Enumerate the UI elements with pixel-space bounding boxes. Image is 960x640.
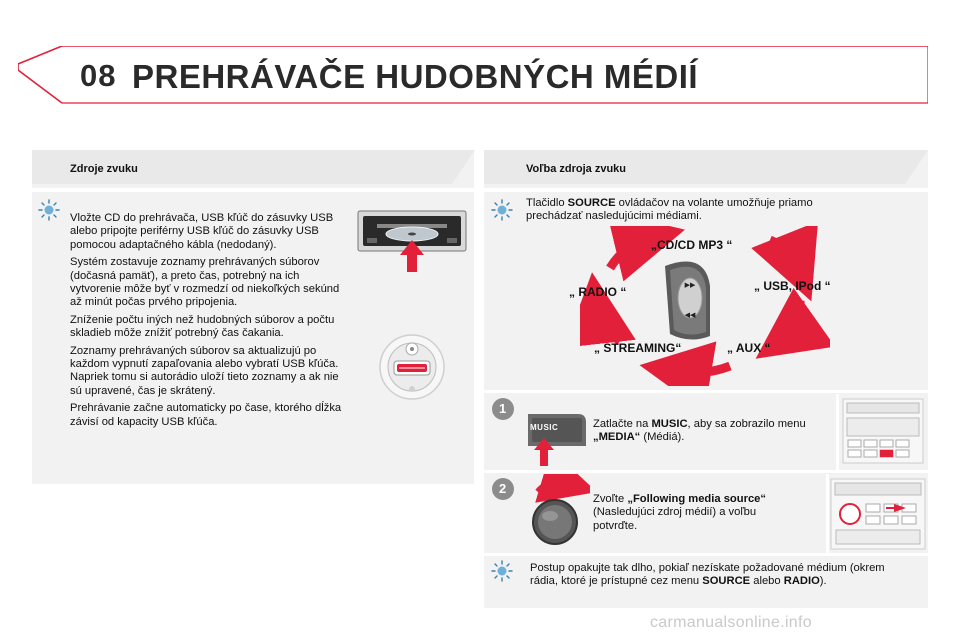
music-key-illustration <box>520 408 590 466</box>
intro-post: ovládačov na volante umožňuje priamo prechádzať nasledujúcimi médiami. <box>526 197 813 223</box>
svg-text:◀◀: ◀◀ <box>684 312 696 319</box>
paragraph: Zníženie počtu iných než hudobných súborov a počtu skladieb môže znížiť potrebný čas čakania. <box>70 313 335 340</box>
right-section-title: Voľba zdroja zvuku <box>526 163 626 175</box>
note-bold2: RADIO <box>783 575 820 588</box>
lightbulb-icon <box>38 199 60 221</box>
intro-pre: Tlačidlo <box>526 197 568 209</box>
page-title: PREHRÁVAČE HUDOBNÝCH MÉDIÍ <box>132 58 699 95</box>
right-intro-text <box>526 197 866 224</box>
step1-mid: , aby sa zobrazilo menu <box>687 418 806 430</box>
step1-bold1: MUSIC <box>651 418 688 430</box>
cycle-aux: „ AUX “ <box>727 341 771 355</box>
note-text <box>530 562 910 589</box>
cycle-streaming: „ STREAMING“ <box>594 341 682 355</box>
step2-post: (Nasledujúci zdroj médií) a voľbu potvrďte. <box>593 506 757 532</box>
cycle-cd: „CD/CD MP3 “ <box>651 238 733 252</box>
step1-bold2: „MEDIA“ <box>593 431 641 444</box>
divider <box>836 394 839 470</box>
watermark: carmanualsonline.info <box>650 614 812 631</box>
steering-control-icon <box>665 262 710 340</box>
usb-port-illustration <box>377 332 447 402</box>
step-number-1: 1 <box>499 401 507 416</box>
paragraph: Vložte CD do prehrávača, USB kľúč do zásuvky USB alebo pripojte periférny USB kľúč do zásuvky USB pomocou adaptačného kábla (nedodaný). <box>70 212 334 251</box>
lightbulb-icon <box>491 199 513 221</box>
divider <box>484 188 928 192</box>
note-bold1: SOURCE <box>702 575 751 588</box>
cycle-radio: „ RADIO “ <box>569 285 627 299</box>
step1-text <box>593 418 813 445</box>
divider <box>484 390 928 393</box>
paragraph: Zoznamy prehrávaných súborov sa aktualizujú po každom vypnutí zapaľovania alebo vybratí USB kľúča. Napriek tomu si autorádio uloží tieto zoznamy a ak nie sú upravené, čas je skrátený. <box>70 344 339 397</box>
svg-text:▶▶: ▶▶ <box>684 282 696 289</box>
left-section-title: Zdroje zvuku <box>70 163 138 175</box>
step2-pre: Zvoľte <box>593 493 628 505</box>
step2-text <box>593 493 803 533</box>
step1-pre: Zatlačte na <box>593 418 652 430</box>
note-mid: alebo <box>750 575 784 588</box>
step2-bold: „Following media source“ <box>627 493 766 505</box>
step1-post: (Médiá). <box>640 431 685 444</box>
note-post: ). <box>819 575 827 588</box>
divider <box>32 188 474 192</box>
music-key-label: MUSIC <box>530 423 559 432</box>
radio-faceplate-knob-illustration <box>830 478 926 550</box>
chapter-number: 08 <box>80 58 117 93</box>
paragraph: Systém zostavuje zoznamy prehrávaných súborov (dočasná pamäť), a preto čas, potrebný na ich vytvorenie môže byť v rozmedzí od niekoľkých sekúnd až minút počas prvého pripojenia. <box>70 256 340 309</box>
divider <box>826 474 829 554</box>
cd-player-illustration <box>357 210 467 272</box>
left-body-text <box>70 212 352 433</box>
lightbulb-icon <box>491 560 513 582</box>
cycle-usb: „ USB, IPod “ <box>754 279 831 293</box>
intro-bold: SOURCE <box>567 197 616 209</box>
rotary-knob-icon <box>520 474 590 548</box>
paragraph: Prehrávanie začne automaticky po čase, ktorého dĺžka závisí od kapacity USB kľúča. <box>70 402 342 428</box>
radio-faceplate-illustration <box>842 398 924 464</box>
step-number-2: 2 <box>499 481 507 496</box>
divider <box>484 553 928 556</box>
divider <box>484 470 928 473</box>
note-pre: Postup opakujte tak dlho, pokiaľ nezískate požadované médium (okrem rádia, ktoré je prístupné cez menu <box>530 562 885 588</box>
